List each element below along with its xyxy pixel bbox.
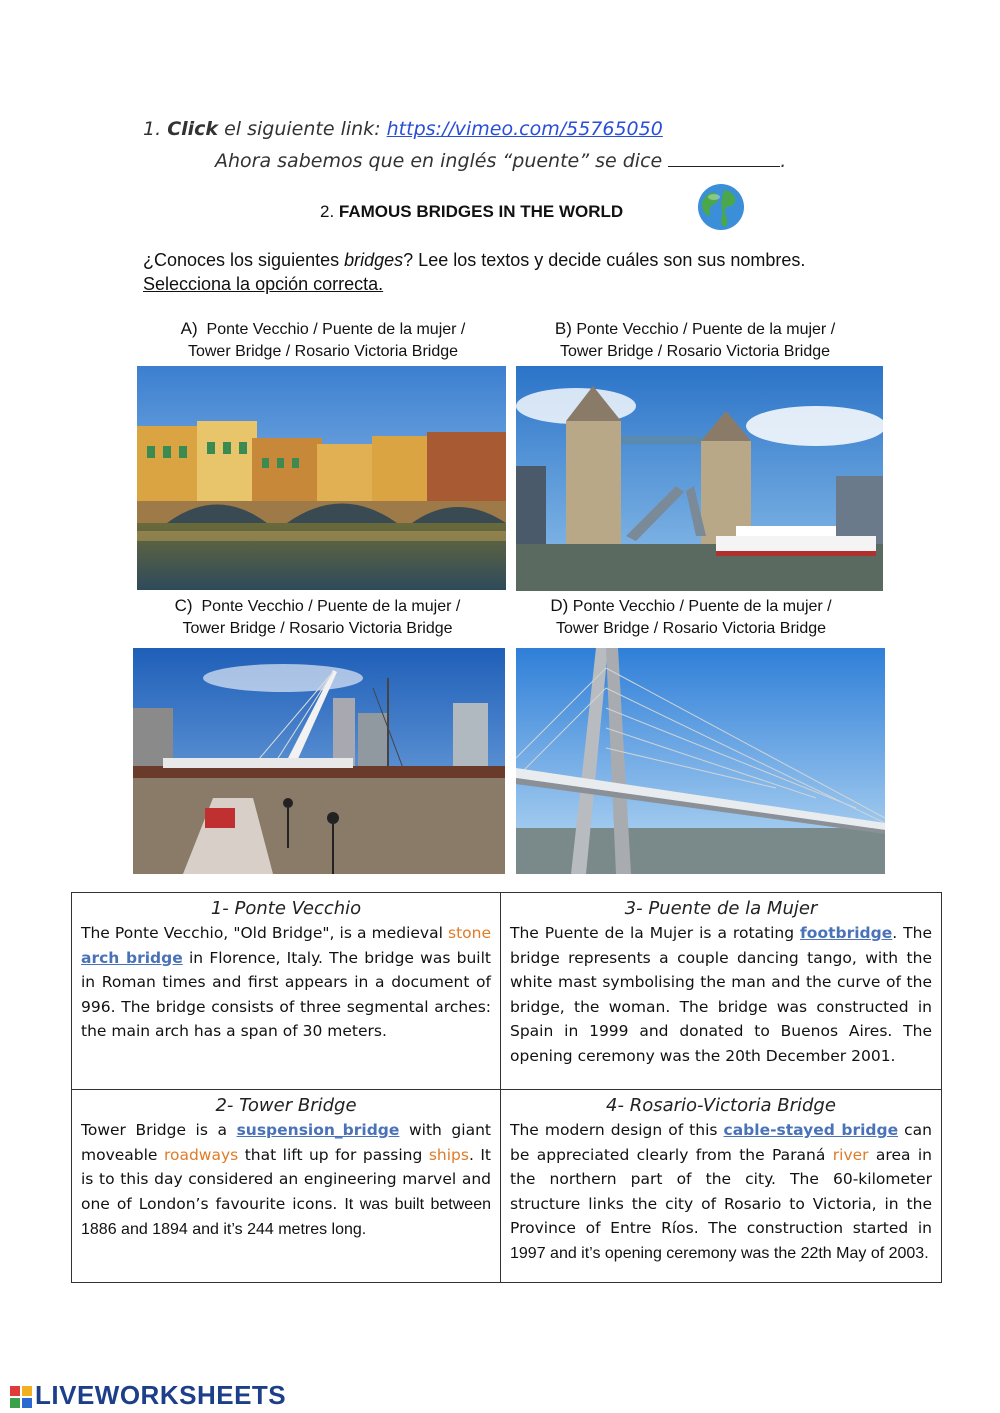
question-1 — [143, 118, 663, 140]
card-title: 1- Ponte Vecchio — [210, 898, 362, 919]
intro-text: ¿Conoces los siguientes — [143, 250, 340, 270]
option-d-choices[interactable] — [516, 595, 866, 640]
ponte-vecchio-photo — [137, 366, 506, 590]
card-text: with giant moveable — [81, 1121, 491, 1164]
card-title: 3- Puente de la Mujer — [624, 898, 818, 919]
card-rosario-victoria — [501, 1090, 942, 1283]
intro-text-2: ? Lee los textos y decide cuáles son sus nombres. — [403, 250, 806, 270]
option-b-choices[interactable] — [520, 318, 870, 363]
card-text: Tower Bridge is a — [81, 1121, 227, 1139]
card-text: The Puente de la Mujer is a rotating — [510, 924, 795, 942]
liveworksheets-logo — [10, 1380, 286, 1411]
option-line-1: Ponte Vecchio / Puente de la mujer / — [572, 598, 832, 615]
card-title: 2- Tower Bridge — [215, 1095, 357, 1116]
question-1-prompt: Ahora sabemos que en inglés “puente” se dice — [215, 150, 663, 172]
card-puente-de-la-mujer — [501, 893, 942, 1090]
option-a-choices[interactable] — [138, 318, 508, 363]
keyword-roadways: roadways — [163, 1145, 239, 1164]
option-line-2: Tower Bridge / Rosario Victoria Bridge — [555, 620, 827, 637]
section-heading: FAMOUS BRIDGES IN THE WORLD — [338, 202, 624, 221]
card-text: 1997 and it’s opening ceremony was the 22th May of 2003. — [510, 1244, 929, 1262]
question-1-text: el siguiente link: — [224, 118, 381, 140]
keyword-river: river — [832, 1145, 869, 1164]
answer-blank-input[interactable] — [668, 152, 780, 167]
card-text: that lift up for passing — [244, 1145, 423, 1164]
keyword-suspension-bridge[interactable]: suspension_bridge — [236, 1121, 400, 1139]
card-text: . The bridge represents a couple dancing tango, with the white mast symbolising the man and the curve of the bridge, the woman. The bridge was constructed in Spain in 1999 and donated to Buenos Aires. The opening ceremony was the 20th December 2001. — [510, 924, 932, 1065]
card-ponte-vecchio — [72, 893, 501, 1090]
card-title: 4- Rosario-Victoria Bridge — [606, 1095, 836, 1116]
card-text: The modern design of this — [510, 1121, 718, 1139]
bridge-info-table — [71, 892, 942, 1283]
option-line-2: Tower Bridge / Rosario Victoria Bridge — [182, 620, 453, 637]
keyword-footbridge[interactable]: footbridge — [800, 924, 893, 942]
rosario-victoria-photo — [516, 648, 885, 874]
keyword-cable-stayed-bridge[interactable]: cable-stayed bridge — [723, 1121, 899, 1139]
option-line-1: Ponte Vecchio / Puente de la mujer / — [206, 321, 466, 338]
option-letter: B) — [554, 319, 572, 338]
brand-logo-icon — [10, 1386, 32, 1408]
card-text: can be appreciated clearly from the Paraná — [510, 1121, 932, 1164]
option-line-2: Tower Bridge / Rosario Victoria Bridge — [559, 343, 831, 360]
keyword-stone: stone — [448, 924, 491, 942]
section-number: 2. — [320, 202, 335, 221]
keyword-ships: ships — [428, 1145, 469, 1164]
intro-emphasis: bridges — [344, 250, 404, 270]
question-1-period: . — [780, 150, 787, 172]
brand-name: LIVEWORKSHEETS — [35, 1380, 287, 1410]
question-1-number: 1. — [143, 118, 162, 140]
instruction-text: Selecciona la opción correcta. — [143, 274, 384, 294]
globe-icon — [696, 182, 746, 232]
intro-paragraph — [143, 248, 843, 296]
option-letter: A) — [180, 319, 198, 338]
card-text: in Florence, Italy. The bridge was built in Roman times and first appears in a document of 996. The bridge consists of three segmental arches: the main arch has a span of 30 meters. — [81, 948, 491, 1040]
question-1-line-2 — [215, 150, 786, 172]
option-letter: D) — [550, 596, 569, 615]
option-letter: C) — [174, 596, 193, 615]
card-text: It was built between 1886 and 1894 and it’s 244 metres long. — [81, 1195, 491, 1238]
card-tower-bridge — [72, 1090, 501, 1283]
option-line-1: Ponte Vecchio / Puente de la mujer / — [576, 321, 836, 338]
card-text: The Ponte Vecchio, "Old Bridge", is a medieval — [81, 924, 443, 942]
option-c-choices[interactable] — [140, 595, 495, 640]
option-line-2: Tower Bridge / Rosario Victoria Bridge — [187, 343, 459, 360]
keyword-arch-bridge[interactable]: arch bridge — [81, 948, 183, 967]
vimeo-link[interactable]: https://vimeo.com/55765050 — [386, 118, 663, 140]
click-word: Click — [167, 118, 219, 140]
tower-bridge-photo — [516, 366, 883, 591]
puente-de-la-mujer-photo — [133, 648, 505, 874]
card-text: area in the northern part of the city. The 60-kilometer structure links the city of Rosario to Victoria, in the Province of Entre Ríos. The construction started in — [510, 1145, 932, 1237]
option-line-1: Ponte Vecchio / Puente de la mujer / — [201, 598, 461, 615]
section-title — [320, 202, 623, 222]
card-text: . It is to this day considered an engineering marvel and one of London’s favourite icons. — [81, 1145, 491, 1213]
